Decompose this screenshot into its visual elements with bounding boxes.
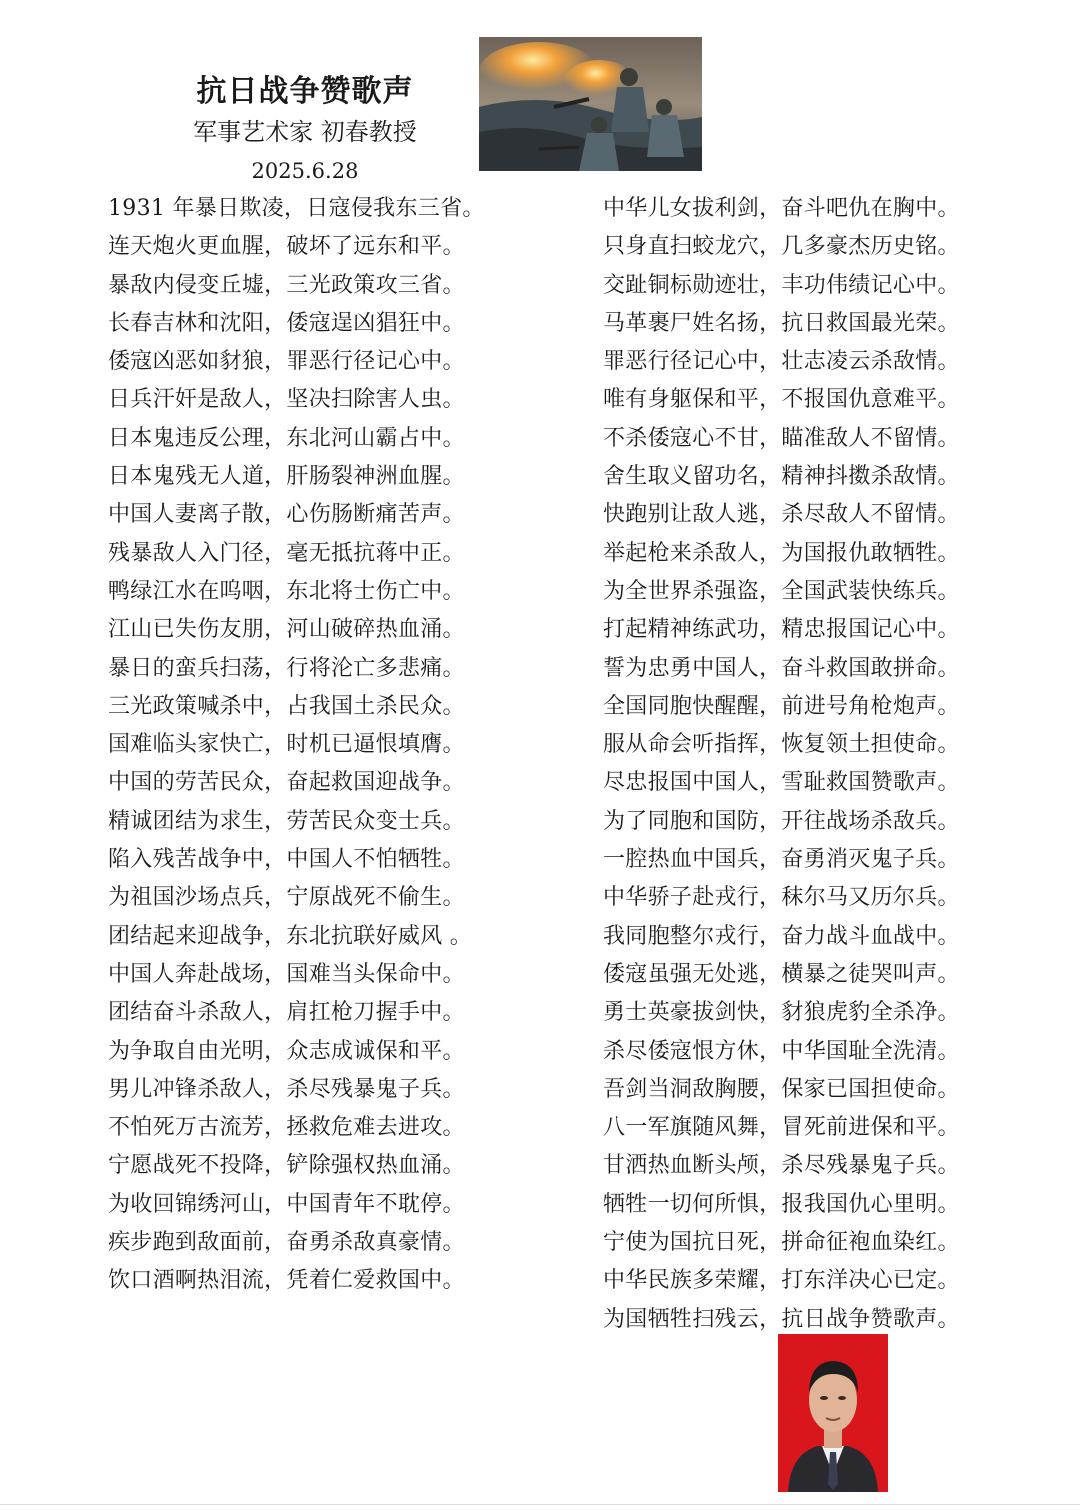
poem-line: 勇士英豪拔剑快，豺狼虎豹全杀净。 [603, 1000, 960, 1026]
poem-line: 精诚团结为求生，劳苦民众变士兵。 [108, 808, 465, 834]
poem-line: 全国同胞快醒醒，前进号角枪炮声。 [603, 693, 960, 719]
poem-line: 交趾铜标勋迹壮，丰功伟绩记心中。 [603, 272, 960, 298]
poem-line: 倭寇虽强无处逃，横暴之徒哭叫声。 [603, 961, 960, 987]
battle-scene-image [479, 37, 702, 171]
poem-line: 服从命会听指挥，恢复领土担使命。 [603, 732, 960, 758]
poem-line: 我同胞整尔戎行，奋力战斗血战中。 [603, 923, 960, 949]
poem-date: 2025.6.28 [251, 159, 359, 183]
poem-line: 陷入残苦战争中，中国人不怕牺牲。 [108, 847, 465, 873]
poem-line: 牺牲一切何所惧，报我国仇心里明。 [603, 1191, 960, 1217]
poem-line: 中华儿女拔利剑，奋斗吧仇在胸中。 [603, 196, 960, 221]
poem-line: 打起精神练武功，精忠报国记心中。 [603, 617, 960, 643]
poem-line: 为争取自由光明，众志成诚保和平。 [108, 1038, 465, 1064]
poem-line: 只身直扫蛟龙穴，几多豪杰历史铭。 [603, 234, 960, 260]
poem-right-column [603, 190, 960, 1339]
poem-line: 1931 年暴日欺凌，日寇侵我东三省。 [108, 196, 485, 221]
poem-line: 马革裹尸姓名扬，抗日救国最光荣。 [603, 310, 960, 336]
poem-line: 罪恶行径记心中，壮志凌云杀敌情。 [603, 349, 960, 375]
poem-line: 饮口酒啊热泪流，凭着仁爱救国中。 [108, 1268, 465, 1294]
poem-line: 日兵汗奸是敌人，坚决扫除害人虫。 [108, 387, 465, 413]
poem-line: 中华民族多荣耀，打东洋决心已定。 [603, 1268, 960, 1294]
poem-line: 宁使为国抗日死，拼命征袍血染红。 [603, 1230, 960, 1256]
author-line: 军事艺术家 初春教授 [193, 118, 417, 146]
poem-line: 一腔热血中国兵，奋勇消灭鬼子兵。 [603, 847, 960, 873]
poem-line: 尽忠报国中国人，雪耻救国赞歌声。 [603, 770, 960, 796]
poem-line: 杀尽倭寇恨方休，中华国耻全洗清。 [603, 1038, 960, 1064]
poem-line: 不杀倭寇心不甘，瞄准敌人不留情。 [603, 425, 960, 451]
author-portrait [778, 1334, 888, 1492]
poem-line: 疾步跑到敌面前，奋勇杀敌真豪情。 [108, 1230, 465, 1256]
poem-line: 长春吉林和沈阳，倭寇逞凶猖狂中。 [108, 310, 465, 336]
poem-line: 快跑别让敌人逃，杀尽敌人不留情。 [603, 502, 960, 528]
poem-line: 残暴敌人入门径，毫无抵抗蒋中正。 [108, 540, 465, 566]
poem-line: 鸭绿江水在呜咽，东北将士伤亡中。 [108, 578, 465, 604]
poem-line: 宁愿战死不投降，铲除强权热血涌。 [108, 1153, 465, 1179]
poem-line: 吾剑当洞敌胸腰，保家已国担使命。 [603, 1076, 960, 1102]
poem-line: 为祖国沙场点兵，宁原战死不偷生。 [108, 885, 465, 911]
poem-line: 江山已失伤友朋，河山破碎热血涌。 [108, 617, 465, 643]
poem-title: 抗日战争赞歌声 [196, 74, 414, 109]
poem-line: 八一军旗随风舞，冒死前进保和平。 [603, 1115, 960, 1141]
poem-line: 暴日的蛮兵扫荡，行将沦亡多悲痛。 [108, 655, 465, 681]
poem-line: 男儿冲锋杀敌人，杀尽残暴鬼子兵。 [108, 1076, 465, 1102]
battle-scene-illustration [479, 37, 702, 171]
poem-line: 不怕死万古流芳，拯救危难去进攻。 [108, 1115, 465, 1141]
poem-line: 为全世界杀强盗，全国武装快练兵。 [603, 578, 960, 604]
poem-left-column [108, 190, 485, 1301]
poem-line: 日本鬼违反公理，东北河山霸占中。 [108, 425, 465, 451]
bottom-divider [0, 1504, 1080, 1505]
poem-line: 誓为忠勇中国人，奋斗救国敢拼命。 [603, 655, 960, 681]
author-portrait-illustration [778, 1334, 888, 1492]
poem-line: 中国人妻离子散，心伤肠断痛苦声。 [108, 502, 465, 528]
poem-line: 暴敌内侵变丘墟，三光政策攻三省。 [108, 272, 465, 298]
poem-line: 中华骄子赴戎行，秣尔马又历尔兵。 [603, 885, 960, 911]
poem-line: 连天炮火更血腥，破坏了远东和平。 [108, 234, 465, 260]
poem-line: 舍生取义留功名，精神抖擞杀敌情。 [603, 464, 960, 490]
poem-line: 日本鬼残无人道，肝肠裂神洲血腥。 [108, 464, 465, 490]
poem-line: 举起枪来杀敌人，为国报仇敢牺牲。 [603, 540, 960, 566]
poem-line: 团结奋斗杀敌人，肩扛枪刀握手中。 [108, 1000, 465, 1026]
poem-line: 倭寇凶恶如豺狼，罪恶行径记心中。 [108, 349, 465, 375]
poem-line: 甘洒热血断头颅，杀尽残暴鬼子兵。 [603, 1153, 960, 1179]
poem-line: 三光政策喊杀中，占我国土杀民众。 [108, 693, 465, 719]
poem-line: 国难临头家快亡，时机已逼恨填膺。 [108, 732, 465, 758]
poem-line: 团结起来迎战争，东北抗联好威风 。 [108, 923, 473, 949]
poem-line: 中国的劳苦民众，奋起救国迎战争。 [108, 770, 465, 796]
poem-line: 为了同胞和国防，开往战场杀敌兵。 [603, 808, 960, 834]
poem-line: 中国人奔赴战场，国难当头保命中。 [108, 961, 465, 987]
poem-line: 为收回锦绣河山，中国青年不耽停。 [108, 1191, 465, 1217]
poem-line: 唯有身躯保和平，不报国仇意难平。 [603, 387, 960, 413]
poem-line: 为国牺牲扫残云，抗日战争赞歌声。 [603, 1306, 960, 1332]
